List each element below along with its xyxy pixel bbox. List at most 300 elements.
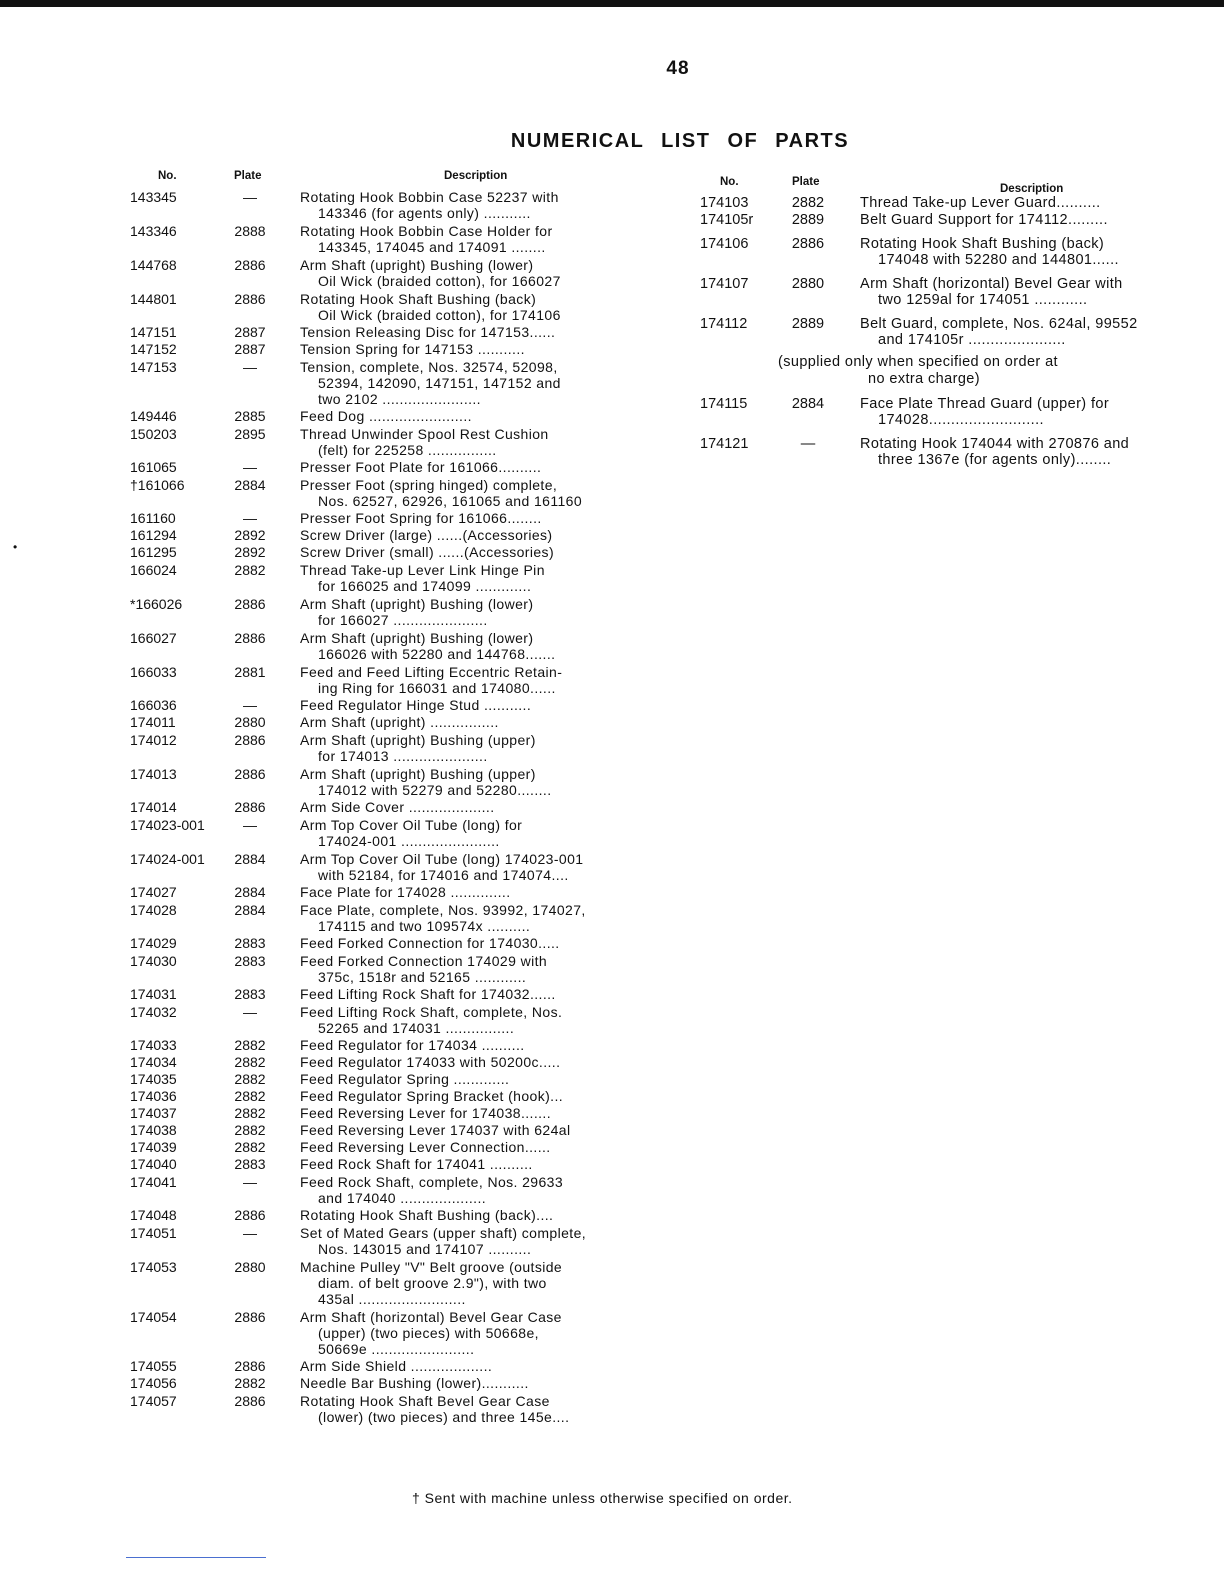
- description-line: Arm Shaft (upright) Bushing (lower): [300, 630, 534, 646]
- plate-number: 2886: [234, 1393, 266, 1409]
- description-line: Tension Spring for 147153 ...........: [300, 341, 525, 357]
- description-line: Oil Wick (braided cotton), for 174106: [318, 307, 561, 323]
- description-line: three 1367e (for agents only)........: [878, 452, 1112, 468]
- part-number: 174051: [130, 1225, 177, 1241]
- part-description: [300, 527, 650, 543]
- plate-number: 2883: [234, 935, 266, 951]
- description-line: Feed Regulator 174033 with 50200c.....: [300, 1054, 561, 1070]
- part-description: [300, 732, 650, 764]
- description-line: ing Ring for 166031 and 174080......: [318, 680, 556, 696]
- plate-number: —: [243, 359, 257, 375]
- plate-number: 2882: [234, 562, 266, 578]
- header-description: Description: [1000, 183, 1064, 195]
- part-row: [130, 935, 650, 951]
- part-row: [130, 1393, 650, 1425]
- part-description: [300, 1375, 650, 1391]
- part-description: [300, 935, 650, 951]
- description-line: Feed Dog ........................: [300, 408, 472, 424]
- part-description: [300, 817, 650, 849]
- part-number: 174023-001: [130, 817, 205, 833]
- plate-number: 2886: [234, 766, 266, 782]
- part-number: 144768: [130, 257, 177, 273]
- plate-number: 2892: [234, 544, 266, 560]
- part-row: [130, 1259, 650, 1307]
- description-line: Arm Top Cover Oil Tube (long) for: [300, 817, 523, 833]
- description-line: 174115 and two 109574x ..........: [318, 918, 531, 934]
- margin-mark: •: [13, 540, 18, 554]
- part-description: [300, 1156, 650, 1172]
- parts-column-right: [700, 176, 1210, 468]
- part-description: [300, 1054, 650, 1070]
- part-row: [130, 884, 650, 900]
- part-description: [300, 291, 650, 323]
- part-description: [300, 953, 650, 985]
- plate-number: 2884: [234, 902, 266, 918]
- part-description: [300, 1105, 650, 1121]
- part-description: [860, 236, 1210, 268]
- part-number: 166027: [130, 630, 177, 646]
- plate-number: 2883: [234, 1156, 266, 1172]
- part-number: 161160: [130, 510, 176, 526]
- description-line: 50669e ........................: [318, 1341, 475, 1357]
- description-line: Rotating Hook Shaft Bushing (back)....: [300, 1207, 554, 1223]
- description-line: Arm Side Shield ...................: [300, 1358, 493, 1374]
- description-line: (lower) (two pieces) and three 145e....: [318, 1409, 570, 1425]
- part-description: [300, 1004, 650, 1036]
- description-line: Needle Bar Bushing (lower)...........: [300, 1375, 529, 1391]
- part-number: 174028: [130, 902, 177, 918]
- description-line: Thread Take-up Lever Guard..........: [860, 195, 1101, 211]
- description-line: diam. of belt groove 2.9"), with two: [318, 1275, 547, 1291]
- part-row: [130, 408, 650, 424]
- description-line: two 2102 .......................: [318, 391, 481, 407]
- part-number: 174054: [130, 1309, 177, 1325]
- description-line: Arm Shaft (upright) Bushing (upper): [300, 766, 536, 782]
- part-number: 174040: [130, 1156, 177, 1172]
- description-line: Rotating Hook Bobbin Case 52237 with: [300, 189, 559, 205]
- description-line: Arm Shaft (upright) Bushing (lower): [300, 257, 534, 273]
- part-number: 174038: [130, 1122, 177, 1138]
- description-line: Arm Shaft (upright) Bushing (lower): [300, 596, 534, 612]
- description-line: Arm Shaft (upright) ................: [300, 714, 499, 730]
- description-line: two 1259al for 174051 ............: [878, 292, 1088, 308]
- plate-number: 2886: [791, 236, 825, 252]
- part-description: [300, 510, 650, 526]
- part-number: 150203: [130, 426, 177, 442]
- part-row: [130, 732, 650, 764]
- part-number: 174011: [130, 714, 176, 730]
- part-number: 174037: [130, 1105, 177, 1121]
- part-row: [130, 1088, 650, 1104]
- part-description: [300, 341, 650, 357]
- parts-list-right: [700, 195, 1210, 468]
- description-line: Presser Foot Plate for 161066..........: [300, 459, 542, 475]
- plate-number: 2886: [234, 799, 266, 815]
- part-row: [130, 562, 650, 594]
- description-line: Screw Driver (small) ......(Accessories): [300, 544, 555, 560]
- part-number: 166036: [130, 697, 177, 713]
- part-description: [300, 459, 650, 475]
- plate-number: 2880: [234, 1259, 266, 1275]
- part-number: 174057: [130, 1393, 177, 1409]
- description-line: Presser Foot Spring for 161066........: [300, 510, 542, 526]
- plate-number: 2884: [234, 884, 266, 900]
- plate-number: 2883: [234, 986, 266, 1002]
- part-description: [300, 596, 650, 628]
- description-line: Thread Unwinder Spool Rest Cushion: [300, 426, 549, 442]
- part-number: 174103: [700, 195, 749, 211]
- plate-number: 2882: [234, 1037, 266, 1053]
- part-number: 174056: [130, 1375, 177, 1391]
- part-row: [130, 1037, 650, 1053]
- description-line: 174028..........................: [878, 412, 1044, 428]
- part-number: 161294: [130, 527, 177, 543]
- plate-number: 2882: [234, 1375, 266, 1391]
- header-plate: Plate: [234, 170, 262, 182]
- part-description: [300, 189, 650, 221]
- part-row: [130, 630, 650, 662]
- plate-number: —: [243, 189, 257, 205]
- part-description: [300, 1207, 650, 1223]
- part-row: [130, 1071, 650, 1087]
- description-line: Arm Top Cover Oil Tube (long) 174023-001: [300, 851, 584, 867]
- part-row: [130, 1139, 650, 1155]
- scan-top-edge: [0, 0, 1224, 7]
- description-line: Oil Wick (braided cotton), for 166027: [318, 273, 561, 289]
- plate-number: 2887: [234, 324, 266, 340]
- part-row: [130, 1004, 650, 1036]
- part-row: [700, 396, 1210, 428]
- description-line: Rotating Hook 174044 with 270876 and: [860, 436, 1130, 452]
- part-description: [860, 396, 1210, 428]
- part-row: [130, 902, 650, 934]
- part-description: [300, 902, 650, 934]
- part-description: [860, 212, 1210, 228]
- part-row: [130, 1207, 650, 1223]
- description-line: Arm Side Cover ....................: [300, 799, 495, 815]
- bottom-rule: [126, 1557, 266, 1558]
- part-row: [130, 1225, 650, 1257]
- description-line: Arm Shaft (horizontal) Bevel Gear Case: [300, 1309, 562, 1325]
- description-line: Feed Forked Connection 174029 with: [300, 953, 548, 969]
- page-number: 48: [666, 58, 690, 79]
- description-line: Thread Take-up Lever Link Hinge Pin: [300, 562, 545, 578]
- description-line: Rotating Hook Bobbin Case Holder for: [300, 223, 553, 239]
- part-row: [130, 1358, 650, 1374]
- parts-list-left: [130, 189, 650, 1425]
- description-line: Feed Reversing Lever for 174038.......: [300, 1105, 551, 1121]
- part-row: [130, 257, 650, 289]
- plate-number: 2886: [234, 630, 266, 646]
- part-number: 174033: [130, 1037, 177, 1053]
- part-row: [130, 1309, 650, 1357]
- part-description: [860, 316, 1210, 348]
- plate-number: 2886: [234, 291, 266, 307]
- description-line: 435al .........................: [318, 1291, 466, 1307]
- description-line: for 174013 ......................: [318, 748, 488, 764]
- description-line: Screw Driver (large) ......(Accessories): [300, 527, 553, 543]
- part-number: 174107: [700, 276, 749, 292]
- part-number: 174035: [130, 1071, 177, 1087]
- description-line: Face Plate Thread Guard (upper) for: [860, 396, 1110, 412]
- part-row: [130, 714, 650, 730]
- part-row: [130, 953, 650, 985]
- note-line: no extra charge): [868, 371, 980, 387]
- part-number: 174115: [700, 396, 748, 412]
- part-row: [130, 766, 650, 798]
- plate-number: 2883: [234, 953, 266, 969]
- part-description: [300, 1122, 650, 1138]
- part-row: [130, 544, 650, 560]
- part-description: [300, 359, 650, 407]
- description-line: Rotating Hook Shaft Bevel Gear Case: [300, 1393, 550, 1409]
- description-line: Feed Lifting Rock Shaft, complete, Nos.: [300, 1004, 563, 1020]
- plate-number: 2888: [234, 223, 266, 239]
- plate-number: 2886: [234, 1207, 266, 1223]
- description-line: 174048 with 52280 and 144801......: [878, 252, 1119, 268]
- part-number: 144801: [130, 291, 177, 307]
- plate-number: 2886: [234, 257, 266, 273]
- description-line: Belt Guard Support for 174112.........: [860, 212, 1108, 228]
- description-line: (felt) for 225258 ................: [318, 442, 497, 458]
- description-line: Nos. 62527, 62926, 161065 and 161160: [318, 493, 583, 509]
- part-row: [130, 189, 650, 221]
- description-line: Nos. 143015 and 174107 ..........: [318, 1241, 532, 1257]
- description-line: for 166025 and 174099 .............: [318, 578, 532, 594]
- plate-number: 2882: [234, 1054, 266, 1070]
- plate-number: 2889: [791, 316, 825, 332]
- part-description: [300, 1393, 650, 1425]
- description-line: Face Plate for 174028 ..............: [300, 884, 511, 900]
- part-description: [860, 195, 1210, 211]
- part-row: [700, 236, 1210, 268]
- part-number: 174029: [130, 935, 177, 951]
- part-description: [300, 324, 650, 340]
- part-row: [700, 195, 1210, 211]
- part-description: [300, 562, 650, 594]
- part-description: [300, 257, 650, 289]
- description-line: Tension, complete, Nos. 32574, 52098,: [300, 359, 558, 375]
- plate-number: 2884: [791, 396, 825, 412]
- description-line: Feed Rock Shaft for 174041 ..........: [300, 1156, 533, 1172]
- description-line: Feed Lifting Rock Shaft for 174032......: [300, 986, 556, 1002]
- part-description: [860, 276, 1210, 308]
- plate-number: 2886: [234, 732, 266, 748]
- part-row: [700, 316, 1210, 348]
- part-number: 174024-001: [130, 851, 205, 867]
- part-description: [300, 1139, 650, 1155]
- description-line: (upper) (two pieces) with 50668e,: [318, 1325, 539, 1341]
- part-description: [300, 477, 650, 509]
- part-description: [300, 714, 650, 730]
- part-description: [300, 544, 650, 560]
- description-line: Belt Guard, complete, Nos. 624al, 99552: [860, 316, 1138, 332]
- description-line: with 52184, for 174016 and 174074....: [318, 867, 569, 883]
- description-line: Feed Regulator Spring Bracket (hook)...: [300, 1088, 564, 1104]
- plate-number: 2882: [234, 1105, 266, 1121]
- description-line: Machine Pulley "V" Belt groove (outside: [300, 1259, 563, 1275]
- description-line: Arm Shaft (horizontal) Bevel Gear with: [860, 276, 1123, 292]
- description-line: Feed Reversing Lever 174037 with 624al: [300, 1122, 571, 1138]
- description-line: Feed Rock Shaft, complete, Nos. 29633: [300, 1174, 564, 1190]
- part-number: 174030: [130, 953, 177, 969]
- plate-number: —: [243, 459, 257, 475]
- part-row: [130, 1054, 650, 1070]
- part-number: 174048: [130, 1207, 177, 1223]
- part-number: 174041: [130, 1174, 177, 1190]
- description-line: Feed Reversing Lever Connection......: [300, 1139, 551, 1155]
- part-description: [300, 664, 650, 696]
- plate-number: 2882: [791, 195, 825, 211]
- description-line: and 174105r ......................: [878, 332, 1066, 348]
- part-row: [130, 1174, 650, 1206]
- plate-number: 2886: [234, 596, 266, 612]
- plate-number: 2886: [234, 1358, 266, 1374]
- part-row: [130, 1375, 650, 1391]
- part-number: 174014: [130, 799, 177, 815]
- part-description: [300, 1088, 650, 1104]
- header-description: Description: [444, 170, 508, 182]
- plate-number: 2882: [234, 1071, 266, 1087]
- parts-column-left: [130, 170, 650, 1425]
- part-number: 174055: [130, 1358, 177, 1374]
- description-line: 174012 with 52279 and 52280........: [318, 782, 552, 798]
- header-plate: Plate: [792, 176, 820, 188]
- part-number: 161065: [130, 459, 177, 475]
- description-line: 166026 with 52280 and 144768.......: [318, 646, 556, 662]
- part-description: [300, 986, 650, 1002]
- part-row: [130, 324, 650, 340]
- plate-number: 2895: [234, 426, 266, 442]
- plate-number: 2880: [234, 714, 266, 730]
- description-line: Feed Regulator for 174034 ..........: [300, 1037, 525, 1053]
- part-row: [130, 510, 650, 526]
- plate-number: —: [243, 697, 257, 713]
- description-line: Feed and Feed Lifting Eccentric Retain-: [300, 664, 563, 680]
- description-line: 52265 and 174031 ................: [318, 1020, 515, 1036]
- part-description: [300, 1174, 650, 1206]
- part-number: 174036: [130, 1088, 177, 1104]
- part-number: 174032: [130, 1004, 177, 1020]
- part-number: 174013: [130, 766, 177, 782]
- description-line: 143345, 174045 and 174091 ........: [318, 239, 546, 255]
- description-line: Rotating Hook Shaft Bushing (back): [300, 291, 537, 307]
- part-description: [300, 1309, 650, 1357]
- plate-number: —: [243, 817, 257, 833]
- description-line: Face Plate, complete, Nos. 93992, 174027,: [300, 902, 586, 918]
- plate-number: —: [243, 1225, 257, 1241]
- plate-number: —: [800, 436, 816, 452]
- part-row: [130, 477, 650, 509]
- part-number: 174031: [130, 986, 177, 1002]
- part-description: [300, 630, 650, 662]
- part-description: [300, 1071, 650, 1087]
- column-header: [700, 176, 1210, 194]
- plate-number: —: [243, 510, 257, 526]
- part-description: [300, 1259, 650, 1307]
- part-row: [130, 1156, 650, 1172]
- description-line: 52394, 142090, 147151, 147152 and: [318, 375, 561, 391]
- footnote: † Sent with machine unless otherwise specified on order.: [412, 1490, 793, 1506]
- description-line: Feed Forked Connection for 174030.....: [300, 935, 560, 951]
- part-number: 174034: [130, 1054, 177, 1070]
- supply-note: [778, 354, 1210, 388]
- description-line: Rotating Hook Shaft Bushing (back): [860, 236, 1105, 252]
- plate-number: 2882: [234, 1088, 266, 1104]
- part-number: 174053: [130, 1259, 177, 1275]
- part-number: †161066: [130, 477, 185, 493]
- part-number: 174012: [130, 732, 177, 748]
- part-number: 174112: [700, 316, 748, 332]
- part-description: [300, 223, 650, 255]
- part-row: [700, 276, 1210, 308]
- part-row: [130, 527, 650, 543]
- description-line: Presser Foot (spring hinged) complete,: [300, 477, 558, 493]
- part-row: [130, 817, 650, 849]
- part-number: 174039: [130, 1139, 177, 1155]
- part-number: 147153: [130, 359, 177, 375]
- description-line: 143346 (for agents only) ...........: [318, 205, 531, 221]
- description-line: Set of Mated Gears (upper shaft) complete,: [300, 1225, 587, 1241]
- part-description: [300, 766, 650, 798]
- part-row: [130, 986, 650, 1002]
- part-number: *166026: [130, 596, 183, 612]
- description-line: Feed Regulator Spring .............: [300, 1071, 510, 1087]
- note-line: (supplied only when specified on order at: [778, 354, 1058, 370]
- part-description: [300, 1037, 650, 1053]
- part-row: [130, 1122, 650, 1138]
- part-row: [130, 799, 650, 815]
- part-number: 143346: [130, 223, 177, 239]
- plate-number: 2889: [791, 212, 825, 228]
- plate-number: 2887: [234, 341, 266, 357]
- column-header: [130, 170, 650, 188]
- part-row: [130, 1105, 650, 1121]
- part-row: [130, 697, 650, 713]
- header-no: No.: [158, 170, 177, 182]
- plate-number: 2886: [234, 1309, 266, 1325]
- page-title: NUMERICAL LIST OF PARTS: [510, 130, 850, 152]
- plate-number: 2880: [791, 276, 825, 292]
- part-number: 166024: [130, 562, 177, 578]
- part-row: [130, 851, 650, 883]
- part-row: [130, 359, 650, 407]
- part-number: 174027: [130, 884, 177, 900]
- part-description: [300, 884, 650, 900]
- part-number: 174106: [700, 236, 749, 252]
- plate-number: 2881: [234, 664, 266, 680]
- part-row: [130, 291, 650, 323]
- part-row: [130, 426, 650, 458]
- part-description: [300, 408, 650, 424]
- part-row: [130, 223, 650, 255]
- part-number: 147152: [130, 341, 177, 357]
- description-line: 375c, 1518r and 52165 ............: [318, 969, 527, 985]
- part-number: 149446: [130, 408, 177, 424]
- description-line: 174024-001 .......................: [318, 833, 500, 849]
- part-description: [300, 799, 650, 815]
- part-number: 174105r: [700, 212, 754, 228]
- description-line: Feed Regulator Hinge Stud ...........: [300, 697, 532, 713]
- description-line: Arm Shaft (upright) Bushing (upper): [300, 732, 536, 748]
- plate-number: —: [243, 1004, 257, 1020]
- description-line: for 166027 ......................: [318, 612, 488, 628]
- part-description: [300, 1358, 650, 1374]
- part-row: [700, 212, 1210, 228]
- part-number: 161295: [130, 544, 177, 560]
- part-row: [130, 341, 650, 357]
- part-row: [130, 664, 650, 696]
